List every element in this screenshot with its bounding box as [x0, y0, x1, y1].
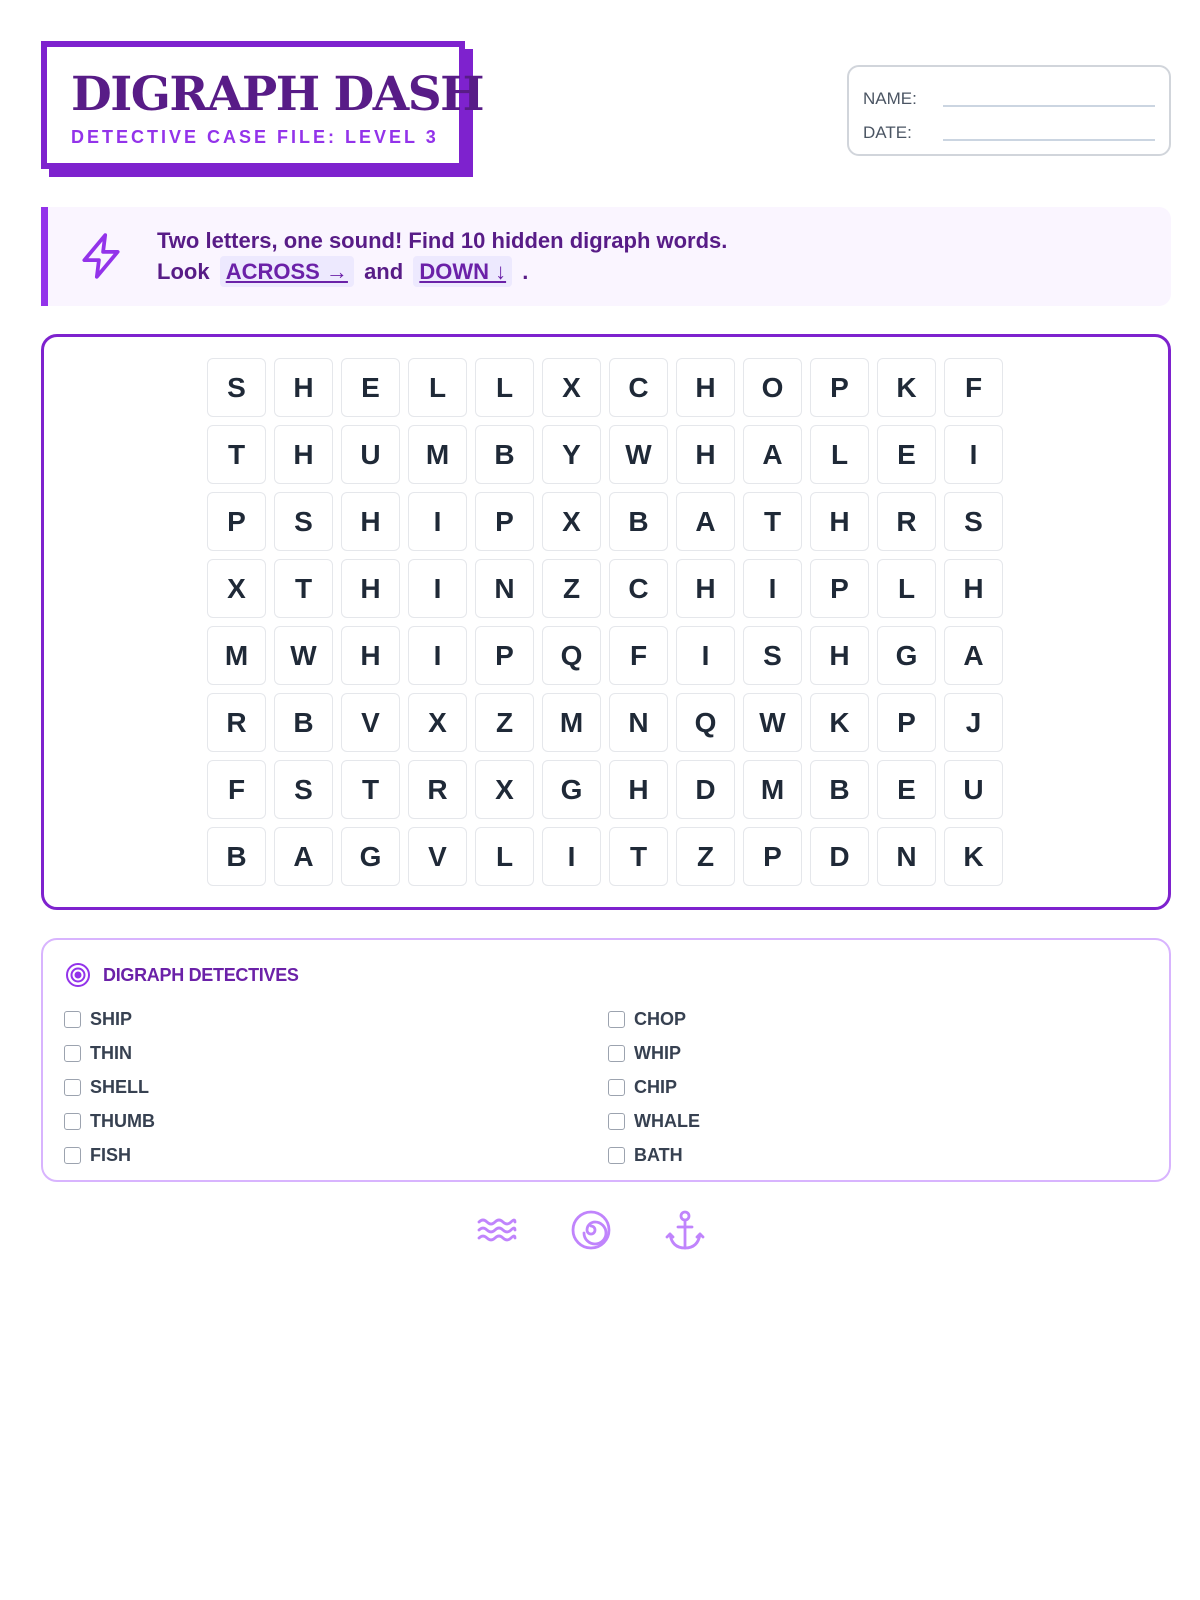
word-list-right — [608, 1002, 700, 1172]
grid-cell[interactable]: T — [274, 559, 333, 618]
instructions-line-1: Two letters, one sound! Find 10 hidden digraph words. — [157, 228, 728, 253]
word-label: WHIP — [634, 1042, 681, 1063]
word-checkbox[interactable] — [608, 1079, 625, 1096]
grid-cell[interactable]: Z — [676, 827, 735, 886]
grid-cell[interactable]: A — [944, 626, 1003, 685]
word-item — [608, 1002, 700, 1036]
grid-cell[interactable]: T — [207, 425, 266, 484]
grid-cell[interactable]: B — [609, 492, 668, 551]
instructions-period: . — [522, 259, 529, 284]
word-item — [608, 1138, 700, 1172]
anchor-icon — [663, 1208, 707, 1252]
grid-cell[interactable]: U — [944, 760, 1003, 819]
grid-cell[interactable]: B — [274, 693, 333, 752]
word-checkbox[interactable] — [608, 1147, 625, 1164]
grid-cell[interactable]: I — [408, 626, 467, 685]
grid-cell[interactable]: S — [274, 492, 333, 551]
grid-cell[interactable]: M — [408, 425, 467, 484]
grid-cell[interactable]: W — [609, 425, 668, 484]
instructions-look: Look — [157, 259, 210, 284]
page-subtitle: DETECTIVE CASE FILE: LEVEL 3 — [71, 127, 439, 147]
grid-cell[interactable]: N — [877, 827, 936, 886]
word-checkbox[interactable] — [64, 1045, 81, 1062]
grid-cell[interactable]: Q — [542, 626, 601, 685]
grid-cell[interactable]: H — [274, 358, 333, 417]
grid-cell[interactable]: K — [877, 358, 936, 417]
grid-cell[interactable]: G — [341, 827, 400, 886]
direction-down: DOWN ↓ — [413, 256, 512, 287]
name-label: NAME: — [863, 89, 917, 108]
spiral-icon — [569, 1208, 613, 1252]
grid-cell[interactable]: H — [341, 626, 400, 685]
grid-cell[interactable]: A — [743, 425, 802, 484]
grid-cell[interactable]: H — [609, 760, 668, 819]
word-item — [608, 1104, 700, 1138]
word-label: WHALE — [634, 1110, 700, 1131]
grid-cell[interactable]: B — [810, 760, 869, 819]
grid-cell[interactable]: K — [810, 693, 869, 752]
grid-cell[interactable]: W — [274, 626, 333, 685]
word-bank — [41, 938, 1171, 1182]
word-checkbox[interactable] — [64, 1113, 81, 1130]
lightning-icon — [76, 231, 126, 281]
grid-cell[interactable]: Z — [542, 559, 601, 618]
grid-cell[interactable]: R — [877, 492, 936, 551]
word-item — [64, 1002, 155, 1036]
grid-cell[interactable]: A — [676, 492, 735, 551]
instructions-banner — [41, 207, 1171, 306]
word-checkbox[interactable] — [608, 1011, 625, 1028]
grid-cell[interactable]: M — [207, 626, 266, 685]
word-item — [64, 1104, 155, 1138]
grid-cell[interactable]: I — [676, 626, 735, 685]
grid-cell[interactable]: X — [542, 358, 601, 417]
grid-cell[interactable]: Z — [475, 693, 534, 752]
grid-cell[interactable]: V — [341, 693, 400, 752]
word-item — [608, 1036, 700, 1070]
grid-cell[interactable]: T — [743, 492, 802, 551]
name-row — [863, 81, 1155, 115]
grid-cell[interactable]: D — [676, 760, 735, 819]
date-label: DATE: — [863, 123, 912, 142]
word-label: THUMB — [90, 1110, 155, 1131]
grid-cell[interactable]: O — [743, 358, 802, 417]
grid-cell[interactable]: F — [207, 760, 266, 819]
grid-cell[interactable]: H — [676, 358, 735, 417]
grid-cell[interactable]: P — [207, 492, 266, 551]
instructions-and: and — [364, 259, 404, 284]
grid-cell[interactable]: I — [542, 827, 601, 886]
word-bank-title: DIGRAPH DETECTIVES — [103, 964, 299, 985]
grid-cell[interactable]: V — [408, 827, 467, 886]
grid-cell[interactable]: I — [743, 559, 802, 618]
word-checkbox[interactable] — [64, 1011, 81, 1028]
letter-grid — [207, 358, 1003, 886]
grid-cell[interactable]: M — [542, 693, 601, 752]
grid-cell[interactable]: I — [408, 492, 467, 551]
grid-cell[interactable]: H — [944, 559, 1003, 618]
grid-cell[interactable]: P — [475, 492, 534, 551]
instructions-line-2 — [157, 256, 727, 287]
grid-cell[interactable]: B — [207, 827, 266, 886]
grid-cell[interactable]: T — [609, 827, 668, 886]
grid-cell[interactable]: H — [274, 425, 333, 484]
grid-cell[interactable]: W — [743, 693, 802, 752]
name-field[interactable] — [943, 81, 1155, 107]
grid-cell[interactable]: S — [274, 760, 333, 819]
grid-cell[interactable]: L — [810, 425, 869, 484]
grid-cell[interactable]: K — [944, 827, 1003, 886]
grid-cell[interactable]: L — [408, 358, 467, 417]
grid-cell[interactable]: S — [944, 492, 1003, 551]
grid-cell[interactable]: C — [609, 358, 668, 417]
footer-decorations — [0, 1208, 1191, 1252]
grid-cell[interactable]: L — [475, 358, 534, 417]
grid-cell[interactable]: R — [207, 693, 266, 752]
word-label: THIN — [90, 1042, 132, 1063]
grid-cell[interactable]: G — [542, 760, 601, 819]
grid-cell[interactable]: I — [408, 559, 467, 618]
grid-cell[interactable]: H — [810, 626, 869, 685]
grid-cell[interactable]: M — [743, 760, 802, 819]
word-label: BATH — [634, 1144, 683, 1165]
grid-cell[interactable]: P — [810, 559, 869, 618]
grid-cell[interactable]: H — [676, 425, 735, 484]
word-item — [608, 1070, 700, 1104]
target-icon — [65, 962, 91, 988]
grid-cell[interactable]: H — [810, 492, 869, 551]
grid-cell[interactable]: C — [609, 559, 668, 618]
grid-cell[interactable]: F — [609, 626, 668, 685]
word-bank-header — [65, 962, 299, 988]
grid-cell[interactable]: J — [944, 693, 1003, 752]
grid-cell[interactable]: L — [877, 559, 936, 618]
word-checkbox[interactable] — [64, 1079, 81, 1096]
grid-cell[interactable]: F — [944, 358, 1003, 417]
word-label: CHIP — [634, 1076, 678, 1097]
grid-cell[interactable]: X — [408, 693, 467, 752]
grid-cell[interactable]: U — [341, 425, 400, 484]
grid-cell[interactable]: P — [743, 827, 802, 886]
word-label: FISH — [90, 1144, 132, 1165]
grid-cell[interactable]: I — [944, 425, 1003, 484]
grid-cell[interactable]: P — [810, 358, 869, 417]
grid-cell[interactable]: L — [475, 827, 534, 886]
puzzle-box — [41, 334, 1171, 910]
word-item — [64, 1036, 155, 1070]
grid-cell[interactable]: Q — [676, 693, 735, 752]
word-label: SHELL — [90, 1076, 150, 1097]
grid-cell[interactable]: S — [207, 358, 266, 417]
grid-cell[interactable]: N — [475, 559, 534, 618]
word-checkbox[interactable] — [608, 1045, 625, 1062]
name-date-box — [847, 65, 1171, 156]
grid-cell[interactable]: P — [475, 626, 534, 685]
grid-cell[interactable]: X — [475, 760, 534, 819]
grid-cell[interactable]: T — [341, 760, 400, 819]
grid-cell[interactable]: N — [609, 693, 668, 752]
word-item — [64, 1138, 155, 1172]
direction-across: ACROSS → — [220, 256, 354, 287]
grid-cell[interactable]: P — [877, 693, 936, 752]
word-item — [64, 1070, 155, 1104]
grid-cell[interactable]: X — [542, 492, 601, 551]
instructions-text — [157, 225, 727, 287]
grid-cell[interactable]: E — [877, 760, 936, 819]
grid-cell[interactable]: G — [877, 626, 936, 685]
grid-cell[interactable]: H — [341, 559, 400, 618]
word-label: CHOP — [634, 1008, 687, 1029]
grid-cell[interactable]: E — [877, 425, 936, 484]
grid-cell[interactable]: Y — [542, 425, 601, 484]
grid-cell[interactable]: E — [341, 358, 400, 417]
date-row — [863, 115, 1155, 149]
grid-cell[interactable]: A — [274, 827, 333, 886]
grid-cell[interactable]: S — [743, 626, 802, 685]
word-checkbox[interactable] — [64, 1147, 81, 1164]
grid-cell[interactable]: R — [408, 760, 467, 819]
word-list-left — [64, 1002, 155, 1172]
word-label: SHIP — [90, 1008, 133, 1029]
grid-cell[interactable]: B — [475, 425, 534, 484]
grid-cell[interactable]: H — [676, 559, 735, 618]
word-checkbox[interactable] — [608, 1113, 625, 1130]
grid-cell[interactable]: H — [341, 492, 400, 551]
grid-cell[interactable]: D — [810, 827, 869, 886]
grid-cell[interactable]: X — [207, 559, 266, 618]
title-box — [41, 41, 484, 169]
page-title: DIGRAPH DASH — [71, 67, 484, 122]
date-field[interactable] — [943, 115, 1155, 141]
waves-icon — [475, 1208, 519, 1252]
